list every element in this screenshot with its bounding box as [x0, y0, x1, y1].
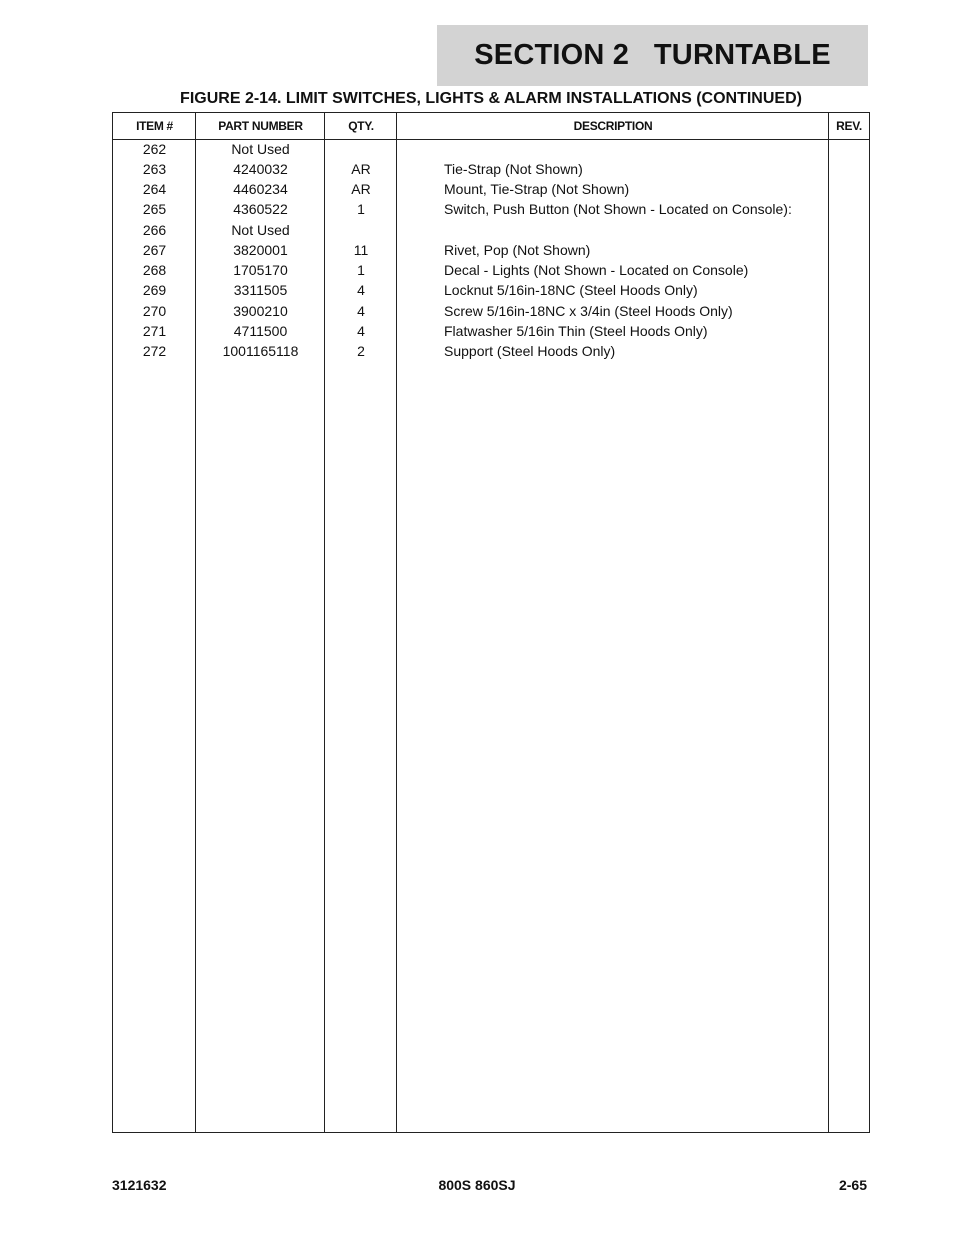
- description: Rivet, Pop (Not Shown): [444, 242, 591, 258]
- quantity: 4: [357, 303, 365, 319]
- revision: [829, 199, 869, 219]
- description: Screw 5/16in-18NC x 3/4in (Steel Hoods Only): [444, 303, 733, 319]
- description: [444, 139, 824, 159]
- table-row: [113, 260, 869, 280]
- header-qty: QTY.: [348, 119, 374, 133]
- part-number: 3900210: [233, 303, 288, 319]
- parts-table: [112, 112, 870, 1133]
- part-number: 4360522: [233, 201, 288, 217]
- header-item: ITEM #: [136, 119, 173, 133]
- table-row: [113, 321, 869, 341]
- quantity: [325, 139, 397, 159]
- quantity: [325, 220, 397, 240]
- item-number: 271: [142, 323, 167, 339]
- table-row: [113, 280, 869, 300]
- description: Tie-Strap (Not Shown): [444, 161, 583, 177]
- part-number: 4711500: [233, 323, 288, 339]
- item-number: 262: [142, 141, 167, 157]
- table-header-row: [113, 113, 869, 140]
- quantity: AR: [351, 161, 371, 177]
- part-number: 4240032: [233, 161, 288, 177]
- revision: [829, 301, 869, 321]
- item-number: 268: [142, 262, 167, 278]
- part-number: 4460234: [233, 181, 288, 197]
- part-number: 1705170: [233, 262, 288, 278]
- item-number: 266: [142, 222, 167, 238]
- description: Switch, Push Button (Not Shown - Located on Console):: [444, 201, 792, 217]
- item-number: 263: [142, 161, 167, 177]
- model-name: 800S 860SJ: [438, 1177, 516, 1193]
- item-number: 272: [142, 343, 167, 359]
- document-number: 3121632: [112, 1177, 167, 1193]
- header-description: DESCRIPTION: [573, 119, 653, 133]
- part-number: Not Used: [231, 222, 290, 238]
- item-number: 267: [142, 242, 167, 258]
- quantity: 1: [357, 201, 365, 217]
- header-part-number: PART NUMBER: [218, 119, 303, 133]
- part-number: 3820001: [233, 242, 288, 258]
- page-number: 2-65: [838, 1177, 867, 1193]
- revision: [829, 159, 869, 179]
- section-title: SECTION 2 TURNTABLE: [474, 39, 831, 71]
- revision: [829, 280, 869, 300]
- table-row: [113, 301, 869, 321]
- table-row: [113, 159, 869, 179]
- revision: [829, 321, 869, 341]
- quantity: AR: [351, 181, 371, 197]
- part-number: 3311505: [233, 282, 288, 298]
- revision: [829, 341, 869, 361]
- table-row: [113, 139, 869, 159]
- item-number: 265: [142, 201, 167, 217]
- revision: [829, 179, 869, 199]
- item-number: 269: [142, 282, 167, 298]
- table-row: [113, 179, 869, 199]
- description: Locknut 5/16in-18NC (Steel Hoods Only): [444, 282, 698, 298]
- part-number: Not Used: [231, 141, 290, 157]
- description: Mount, Tie-Strap (Not Shown): [444, 181, 630, 197]
- revision: [829, 260, 869, 280]
- header-rev: REV.: [836, 119, 862, 133]
- section-header: [437, 25, 868, 86]
- quantity: 4: [357, 323, 365, 339]
- item-number: 264: [142, 181, 167, 197]
- table-row: [113, 341, 869, 361]
- item-number: 270: [142, 303, 167, 319]
- revision: [829, 220, 869, 240]
- part-number: 1001165118: [222, 343, 299, 359]
- table-row: [113, 240, 869, 260]
- revision: [829, 139, 869, 159]
- description: Support (Steel Hoods Only): [444, 343, 616, 359]
- description: [444, 220, 824, 240]
- quantity: 1: [357, 262, 365, 278]
- figure-title: FIGURE 2-14. LIMIT SWITCHES, LIGHTS & ALARM INSTALLATIONS (CONTINUED): [180, 90, 802, 107]
- description: Flatwasher 5/16in Thin (Steel Hoods Only): [444, 323, 708, 339]
- table-row: [113, 220, 869, 240]
- quantity: 2: [357, 343, 365, 359]
- quantity: 4: [357, 282, 365, 298]
- table-row: [113, 199, 869, 219]
- description: Decal - Lights (Not Shown - Located on Console): [444, 262, 749, 278]
- revision: [829, 240, 869, 260]
- quantity: 11: [353, 242, 369, 258]
